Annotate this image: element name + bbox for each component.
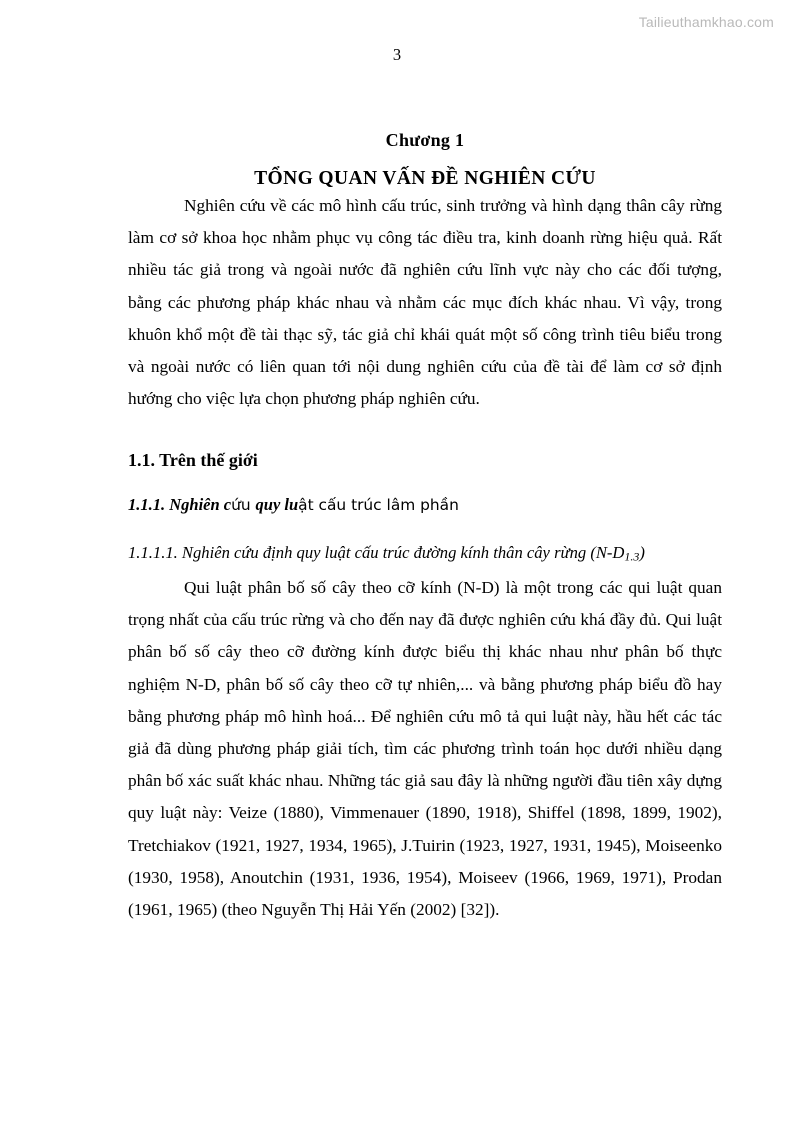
heading-1-1-1-sans-b: ật cấu trúc lâm phần bbox=[298, 496, 459, 515]
heading-1-1-1-1-text: 1.1.1.1. Nghiên cứu định quy luật cấu trúc đường kính thân cây rừng (N-D bbox=[128, 543, 625, 563]
heading-1-1-1-sans-a: ứu bbox=[231, 496, 256, 515]
heading-section-1-1-1-1 bbox=[128, 538, 722, 572]
second-paragraph: Qui luật phân bố số cây theo cỡ kính (N-D) là một trong các qui luật quan trọng nhất của cấu trúc rừng và cho đến nay đã được nghiên cứu khá đầy đủ. Qui luật phân bố số cây theo cỡ đường kính được biểu thị khác nhau như phân bố thực nghiệm N-D, phân bố số cây theo cỡ tự nhiên,... và bằng phương pháp biểu đồ hay bằng phương pháp mô hình hoá... Để nghiên cứu mô tả qui luật này, hầu hết các tác giả đã dùng phương pháp giải tích, tìm các phương trình toán học dưới nhiều dạng phân bố xác suất khác nhau. Những tác giả sau đây là những người đầu tiên xây dựng quy luật này: Veize (1880), Vimmenauer (1890, 1918), Shiffel (1898, 1899, 1902), Tretchiakov (1921, 1927, 1934, 1965), J.Tuirin (1923, 1927, 1931, 1945), Moiseenko (1930, 1958), Anoutchin (1931, 1936, 1954), Moiseev (1966, 1969, 1971), Prodan (1961, 1965) (theo Nguyễn Thị Hải Yến (2002) [32]). bbox=[128, 578, 722, 920]
heading-section-1-1: 1.1. Trên thế giới bbox=[128, 450, 258, 471]
site-watermark: Tailieuthamkhao.com bbox=[638, 14, 774, 30]
heading-1-1-1-serif-b: quy lu bbox=[255, 495, 299, 515]
heading-1-1-1-1-subscript: 1.3 bbox=[624, 550, 640, 565]
chapter-title: TỔNG QUAN VẤN ĐỀ NGHIÊN CỨU bbox=[254, 168, 596, 189]
page-content bbox=[128, 0, 722, 926]
heading-section-1-1-1 bbox=[128, 490, 722, 520]
intro-paragraph: Nghiên cứu về các mô hình cấu trúc, sinh trưởng và hình dạng thân cây rừng làm cơ sở khoa học nhằm phục vụ công tác điều tra, kinh doanh rừng hiệu quả. Rất nhiều tác giả trong và ngoài nước đã nghiên cứu lĩnh vực này cho các đối tượng, bằng các phương pháp khác nhau và nhằm các mục đích khác nhau. Vì vậy, trong khuôn khổ một đề tài thạc sỹ, tác giả chỉ khái quát một số công trình tiêu biểu trong và ngoài nước có liên quan tới nội dung nghiên cứu của đề tài để làm cơ sở định hướng cho việc lựa chọn phương pháp nghiên cứu. bbox=[128, 196, 722, 409]
page-number: 3 bbox=[392, 45, 402, 64]
heading-1-1-1-serif-a: 1.1.1. Nghiên c bbox=[128, 495, 232, 515]
chapter-label: Chương 1 bbox=[385, 130, 465, 150]
heading-1-1-1-1-close: ) bbox=[639, 543, 645, 563]
